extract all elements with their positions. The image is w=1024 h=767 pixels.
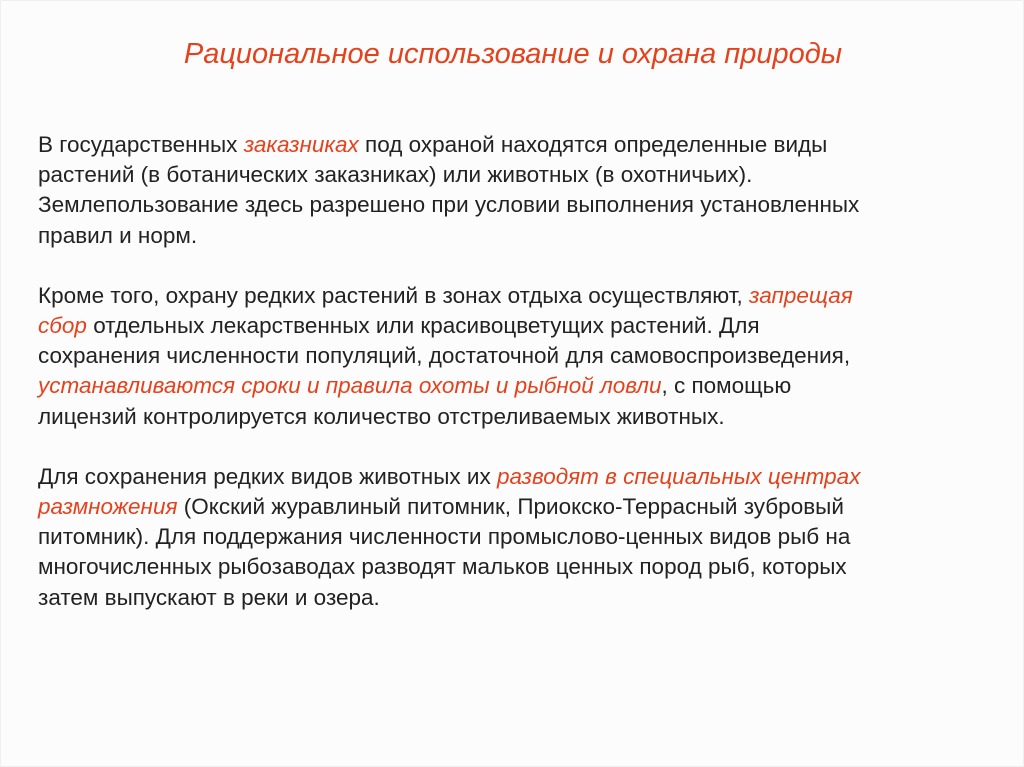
highlighted-term: запрещая xyxy=(749,282,853,308)
slide-body xyxy=(38,130,998,643)
text-segment: В государственных xyxy=(38,132,244,157)
text-line xyxy=(38,311,998,341)
text-segment: сохранения численности популяций, достаточной для самовоспроизведения, xyxy=(38,343,851,369)
text-line xyxy=(38,462,998,492)
text-segment: (Окский журавлиный питомник, Приокско-Террасный зубровый xyxy=(177,494,844,520)
text-segment: растений (в ботанических заказниках) или животных (в охотничьих). xyxy=(38,162,753,188)
text-segment: лицензий контролируется количество отстреливаемых животных. xyxy=(38,403,725,429)
highlighted-term: разводят в специальных центрах xyxy=(496,463,861,489)
paragraph-2 xyxy=(38,281,998,432)
text-line xyxy=(38,190,998,220)
text-line xyxy=(38,552,998,582)
highlighted-term: устанавливаются сроки и правила охоты и рыбной ловли xyxy=(38,373,662,399)
text-segment: Для сохранения редких видов животных их xyxy=(38,463,497,489)
text-segment: питомник). Для поддержания численности промыслово-ценных видов рыб на xyxy=(38,524,851,550)
slide-title: Рациональное использование и охрана природы xyxy=(183,38,843,70)
text-line xyxy=(38,341,998,371)
paragraph-1 xyxy=(38,130,998,251)
text-segment: Землепользование здесь разрешено при условии выполнения установленных xyxy=(38,192,860,218)
text-line xyxy=(38,583,998,613)
text-segment: затем выпускают в реки и озера. xyxy=(38,584,380,610)
text-line xyxy=(38,281,998,311)
text-line xyxy=(38,130,998,160)
text-line xyxy=(38,402,998,432)
text-segment: правил и норм. xyxy=(38,222,198,248)
paragraph-3 xyxy=(38,462,998,613)
highlighted-term: заказниках xyxy=(243,132,359,157)
text-line xyxy=(38,371,998,401)
text-segment: многочисленных рыбозаводах разводят мальков ценных пород рыб, которых xyxy=(38,554,847,580)
text-segment: отдельных лекарственных или красивоцветущих растений. Для xyxy=(86,313,760,339)
text-segment: Кроме того, охрану редких растений в зонах отдыха осуществляют, xyxy=(38,282,750,308)
text-line xyxy=(38,160,998,190)
text-segment: , с помощью xyxy=(661,373,792,399)
text-line xyxy=(38,492,998,522)
highlighted-term: сбор xyxy=(38,313,87,339)
highlighted-term: размножения xyxy=(38,494,178,520)
text-line xyxy=(38,522,998,552)
text-line xyxy=(38,221,998,251)
text-segment: под охраной находятся определенные виды xyxy=(358,132,828,157)
